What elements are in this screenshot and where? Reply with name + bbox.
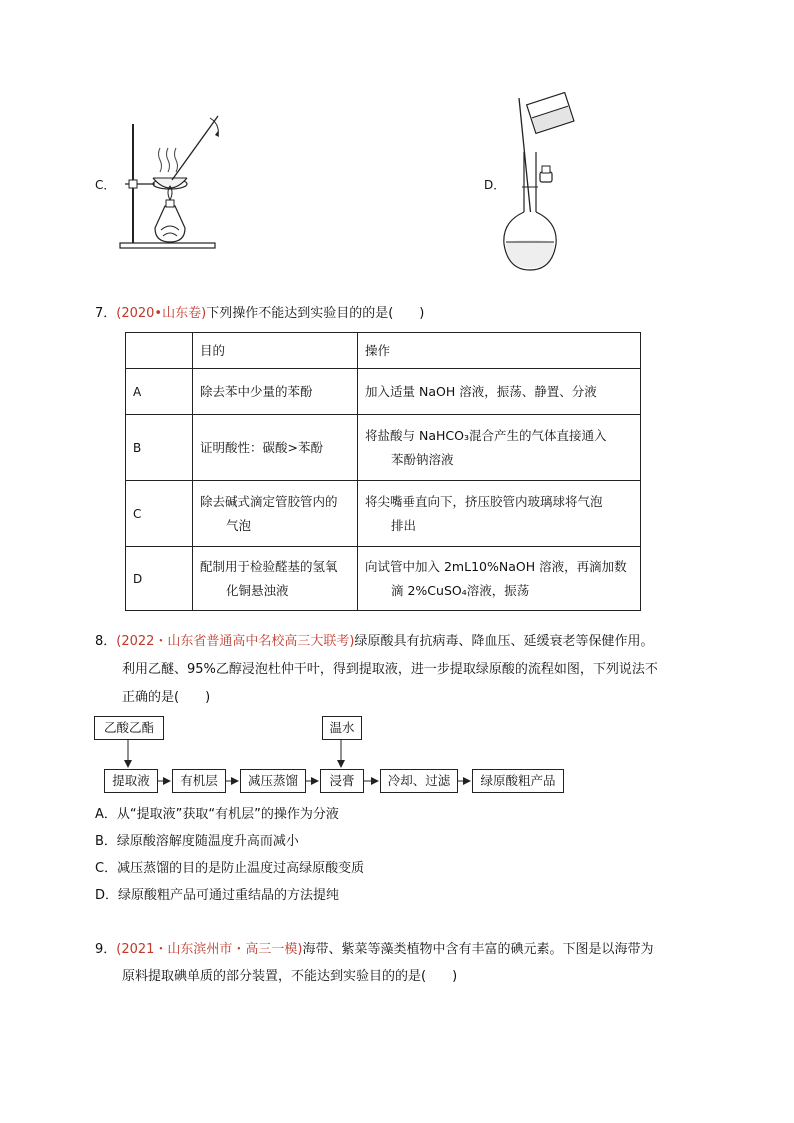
option-c-label: C． — [95, 178, 116, 192]
operation-text: 将盐酸与 NaHCO₃混合产生的气体直接通入 — [365, 427, 607, 443]
q8-stem-text: 绿原酸具有抗病毒、降血压、延缓衰老等保健作用。 — [354, 634, 654, 649]
flow-box-vacuum-distillation: 减压蒸馏 — [240, 769, 306, 793]
row-label: C — [126, 481, 193, 547]
table-header-cell: 操作 — [358, 333, 641, 369]
flow-box-crude-product: 绿原酸粗产品 — [472, 769, 564, 793]
operation-text: 加入适量 NaOH 溶液，振荡、静置、分液 — [365, 383, 597, 399]
q8-option-b: B．绿原酸溶解度随温度升高而减小 — [95, 834, 299, 849]
flow-box-warm-water: 温水 — [322, 716, 362, 740]
q8-stem-line2: 利用乙醚、95%乙醇浸泡杜仲干叶，得到提取液，进一步提取绿原酸的流程如图，下列说法不 — [122, 662, 658, 677]
q8-option-a: A．从“提取液”获取“有机层”的操作为分液 — [95, 807, 339, 822]
q8-number: 8． — [95, 634, 117, 649]
flow-box-cool-filter: 冷却、过滤 — [380, 769, 458, 793]
operation-text: 向试管中加入 2mL10%NaOH 溶液，再滴加数 — [365, 558, 627, 574]
q9-source: (2021・山东滨州市・高三一模) — [116, 942, 303, 957]
q9-stem-line2: 原料提取碘单质的部分装置，不能达到实验目的的是( ) — [122, 969, 458, 984]
row-label: B — [126, 415, 193, 481]
flow-box-extractum: 浸膏 — [320, 769, 364, 793]
purpose-text: 气泡 — [226, 517, 252, 533]
purpose-text: 除去碱式滴定管胶管内的 — [200, 493, 338, 509]
flow-box-ethyl-acetate: 乙酸乙酯 — [94, 716, 164, 740]
flow-box-organic-layer: 有机层 — [172, 769, 226, 793]
q8-option-d: D．绿原酸粗产品可通过重结晶的方法提纯 — [95, 888, 340, 903]
operation-text: 将尖嘴垂直向下，挤压胶管内玻璃球将气泡 — [365, 493, 603, 509]
purpose-text: 化铜悬浊液 — [226, 582, 289, 598]
q9-number: 9． — [95, 942, 117, 957]
q9-stem-line1 — [95, 940, 654, 960]
row-label: D — [126, 547, 193, 611]
q8-option-c: C．减压蒸馏的目的是防止温度过高绿原酸变质 — [95, 861, 365, 876]
q7-question: 下列操作不能达到实验目的的是( ) — [206, 306, 425, 321]
flow-box-extract: 提取液 — [104, 769, 158, 793]
q7-source: (2020•山东卷) — [116, 306, 207, 321]
operation-text: 排出 — [391, 517, 417, 533]
row-label: A — [126, 369, 193, 415]
purpose-text: 配制用于检验醛基的氢氧 — [200, 558, 338, 574]
option-d-label: D． — [484, 178, 506, 192]
table-header-cell: 目的 — [193, 333, 358, 369]
operation-text: 滴 2%CuSO₄溶液，振荡 — [391, 582, 530, 598]
q7-number: 7． — [95, 306, 117, 321]
operation-text: 苯酚钠溶液 — [391, 451, 454, 467]
purpose-text: 除去苯中少量的苯酚 — [200, 383, 313, 399]
q8-stem-line3: 正确的是( ) — [122, 690, 211, 705]
q9-stem-text: 海带、紫菜等藻类植物中含有丰富的碘元素。下图是以海带为 — [302, 942, 654, 957]
purpose-text: 证明酸性：碳酸>苯酚 — [200, 439, 323, 455]
q8-source: (2022・山东省普通高中名校高三大联考) — [116, 634, 355, 649]
